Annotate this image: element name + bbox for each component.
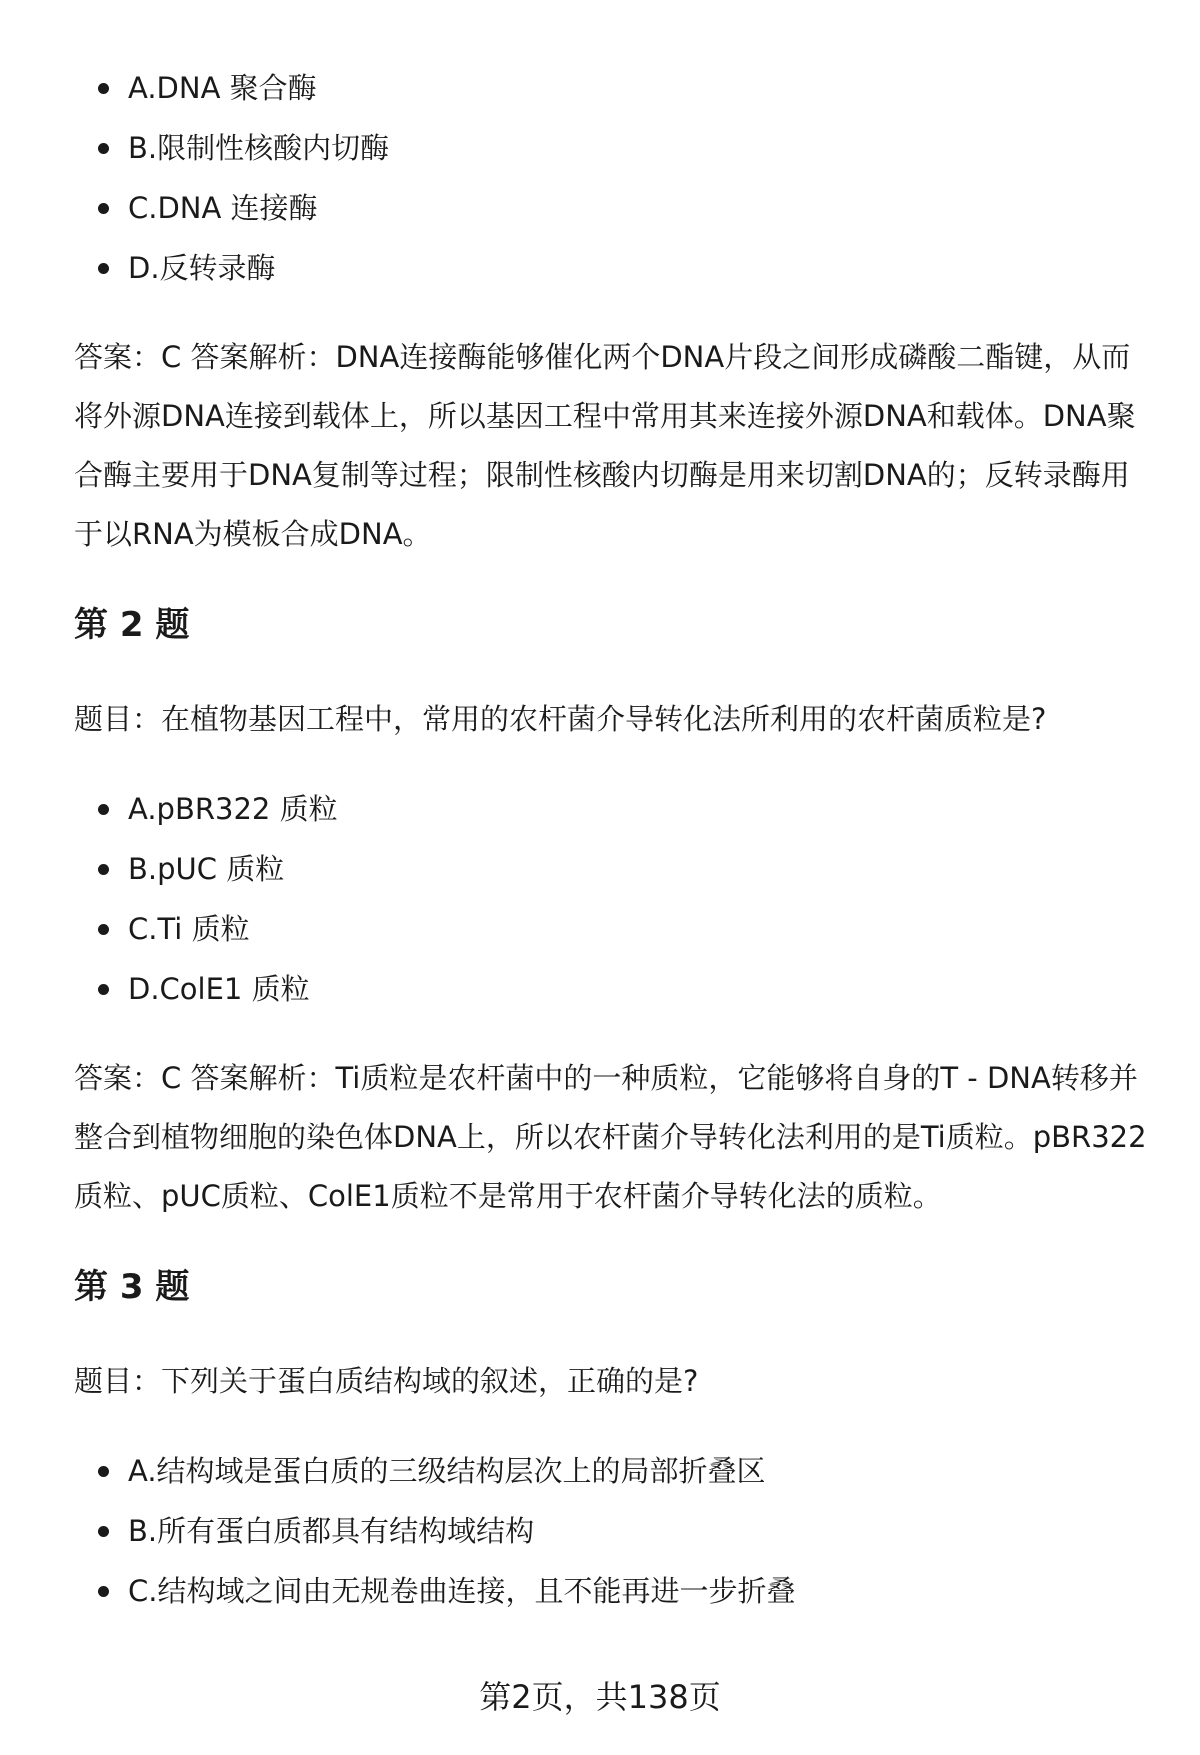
bullet-icon <box>98 1526 109 1537</box>
page-content <box>74 58 1147 1621</box>
bullet-icon <box>98 83 109 94</box>
q3-option-b <box>74 1501 1144 1561</box>
q3-question: 题目：下列关于蛋白质结构域的叙述，正确的是? <box>74 1364 699 1398</box>
bullet-icon <box>98 924 109 935</box>
option-text: A.pBR322 质粒 <box>128 792 338 826</box>
q3-option-a <box>74 1441 1144 1501</box>
q2-option-a <box>74 779 1144 839</box>
option-text: A.DNA 聚合酶 <box>128 71 317 105</box>
bullet-icon <box>98 263 109 274</box>
q1-option-b <box>74 118 1144 178</box>
q2-option-c <box>74 899 1144 959</box>
option-text: B.pUC 质粒 <box>128 852 285 886</box>
bullet-icon <box>98 1586 109 1597</box>
option-text: D.ColE1 质粒 <box>128 972 310 1006</box>
bullet-icon <box>98 203 109 214</box>
bullet-icon <box>98 984 109 995</box>
bullet-icon <box>98 804 109 815</box>
bullet-icon <box>98 864 109 875</box>
option-text: A.结构域是蛋白质的三级结构层次上的局部折叠区 <box>128 1454 766 1488</box>
page-number-footer: 第2页，共138页 <box>479 1678 721 1716</box>
option-text: B.限制性核酸内切酶 <box>128 131 390 165</box>
q2-option-d <box>74 959 1144 1019</box>
bullet-icon <box>98 143 109 154</box>
q2-option-b <box>74 839 1144 899</box>
bullet-icon <box>98 1466 109 1477</box>
q1-option-d <box>74 238 1144 298</box>
q1-option-a <box>74 58 1144 118</box>
q3-option-c <box>74 1561 1144 1621</box>
option-text: B.所有蛋白质都具有结构域结构 <box>128 1514 535 1548</box>
q2-answer: 答案：C 答案解析：Ti质粒是农杆菌中的一种质粒，它能够将自身的T - DNA转移并整合到植物细胞的染色体DNA上，所以农杆菌介导转化法利用的是Ti质粒。pBR322质粒、pUC质粒、ColE1质粒不是常用于农杆菌介导转化法的质粒。 <box>74 1061 1147 1213</box>
q1-answer: 答案：C 答案解析：DNA连接酶能够催化两个DNA片段之间形成磷酸二酯键，从而将外源DNA连接到载体上，所以基因工程中常用其来连接外源DNA和载体。DNA聚合酶主要用于DNA复制等过程；限制性核酸内切酶是用来切割DNA的；反转录酶用于以RNA为模板合成DNA。 <box>74 340 1136 551</box>
option-text: C.DNA 连接酶 <box>128 191 318 225</box>
q3-heading: 第 3 题 <box>74 1267 190 1307</box>
q3-options <box>74 1441 1144 1621</box>
q1-options <box>74 58 1144 298</box>
q2-question: 题目：在植物基因工程中，常用的农杆菌介导转化法所利用的农杆菌质粒是? <box>74 702 1047 736</box>
option-text: D.反转录酶 <box>128 251 276 285</box>
q2-options <box>74 779 1144 1019</box>
q2-heading: 第 2 题 <box>74 605 190 645</box>
q1-option-c <box>74 178 1144 238</box>
option-text: C.Ti 质粒 <box>128 912 250 946</box>
option-text: C.结构域之间由无规卷曲连接，且不能再进一步折叠 <box>128 1574 796 1608</box>
